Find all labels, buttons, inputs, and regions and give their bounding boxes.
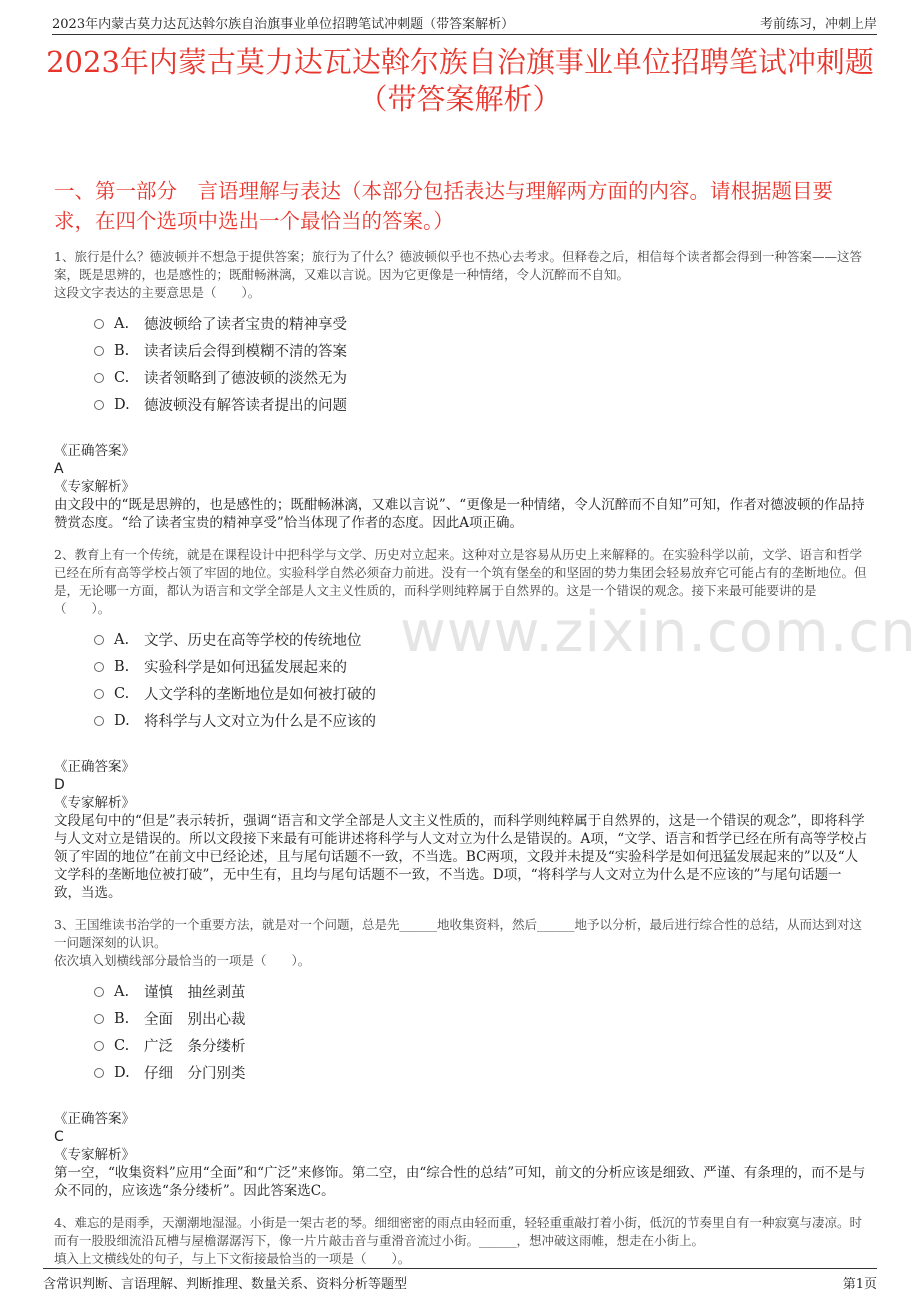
radio-icon[interactable] xyxy=(94,1041,104,1051)
question-stem: 1、旅行是什么？德波顿并不想急于提供答案；旅行为了什么？德波顿似乎也不热心去考求。但释卷之后，相信每个读者都会得到一种答案——这答案，既是思辨的，也是感性的；既酣畅淋漓，又难以言说。因为它更像是一种情绪，令人沉醉而不自知。 xyxy=(54,249,862,282)
radio-icon[interactable] xyxy=(94,1014,104,1024)
option-c[interactable]: C. 人文学科的垄断地位是如何被打破的 xyxy=(94,680,868,707)
radio-icon[interactable] xyxy=(94,319,104,329)
question-3 xyxy=(54,916,868,1200)
explain-label: 《专家解析》 xyxy=(54,1147,135,1163)
section-heading: 一、第一部分 言语理解与表达（本部分包括表达与理解两方面的内容。请根据题目要求，在四个选项中选出一个最恰当的答案。） xyxy=(54,179,833,233)
question-stem: 2、教育上有一个传统，就是在课程设计中把科学与文学、历史对立起来。这种对立是容易从历史上来解释的。在实验科学以前，文学、语言和哲学已经在所有高等学校占领了牢固的地位。实验科学自然必须奋力前进。没有一个筑有堡垒的和坚固的势力集团会轻易放弃它可能占有的垄断地位。但是，无论哪一方面，都认为语言和文学全部是人文主义性质的，而科学则纯粹属于自然界的。这是一个错误的观念。接下来最可能要讲的是（ ）。 xyxy=(54,547,867,616)
radio-icon[interactable] xyxy=(94,635,104,645)
option-a[interactable]: A. 文学、历史在高等学校的传统地位 xyxy=(94,626,868,653)
explain-text: 由文段中的“既是思辨的，也是感性的；既酣畅淋漓，又难以言说”、“更像是一种情绪，令人沉醉而不自知”可知，作者对德波顿的作品持赞赏态度。“给了读者宝贵的精神享受”恰当体现了作者的态度。因此A项正确。 xyxy=(54,497,865,531)
answer-value: C xyxy=(54,1129,64,1145)
question-stem: 3、王国维读书治学的一个重要方法，就是对一个问题，总是先______地收集资料，然后______地予以分析，最后进行综合性的总结，从而达到对这一问题深刻的认识。 xyxy=(54,917,862,950)
radio-icon[interactable] xyxy=(94,1068,104,1078)
answer-label: 《正确答案》 xyxy=(54,1111,135,1127)
question-ask: 填入上文横线处的句子，与上下文衔接最恰当的一项是（ ）。 xyxy=(54,1251,411,1266)
option-list xyxy=(94,626,868,734)
explain-text: 文段尾句中的“但是”表示转折，强调“语言和文学全部是人文主义性质的，而科学则纯粹属于自然界的，这是一个错误的观念”，即将科学与人文对立是错误的。所以文段接下来最有可能讲述将科学与人文对立为什么是错误的。A项，“文学、语言和哲学已经在所有高等学校占领了牢固的地位”在前文中已经论述，且与尾句话题不一致，不当选。BC两项，文段并未提及“实验科学是如何迅猛发展起来的”以及“人文学科的垄断地位被打破”，无中生有，且均与尾句话题不一致，不当选。D项，“将科学与人文对立为什么是不应该的”与尾句话题一致，当选。 xyxy=(54,813,868,901)
footer-note: 含常识判断、言语理解、判断推理、数量关系、资料分析等题型 xyxy=(43,1277,408,1292)
page-header xyxy=(52,10,877,35)
option-a[interactable]: A. 德波顿给了读者宝贵的精神享受 xyxy=(94,310,868,337)
radio-icon[interactable] xyxy=(94,662,104,672)
header-doc-title: 2023年内蒙古莫力达瓦达斡尔族自治旗事业单位招聘笔试冲刺题（带答案解析） xyxy=(52,17,515,32)
watermark: www.zixin.com.cn xyxy=(400,600,917,665)
radio-icon[interactable] xyxy=(94,689,104,699)
explain-text: 第一空，“收集资料”应用“全面”和“广泛”来修饰。第二空，由“综合性的总结”可知，前文的分析应该是细致、严谨、有条理的，而不是与众不同的，应该选“条分缕析”。因此答案选C。 xyxy=(54,1165,866,1199)
answer-value: D xyxy=(54,777,65,793)
radio-icon[interactable] xyxy=(94,373,104,383)
answer-value: A xyxy=(54,461,64,477)
radio-icon[interactable] xyxy=(94,987,104,997)
question-2 xyxy=(54,546,868,902)
option-a[interactable]: A. 谨慎 抽丝剥茧 xyxy=(94,978,868,1005)
option-b[interactable]: B. 全面 别出心裁 xyxy=(94,1005,868,1032)
question-1 xyxy=(54,248,868,532)
option-d[interactable]: D. 仔细 分门别类 xyxy=(94,1059,868,1086)
answer-label: 《正确答案》 xyxy=(54,759,135,775)
page-footer xyxy=(43,1268,877,1295)
question-list xyxy=(54,248,868,1268)
option-b[interactable]: B. 读者读后会得到模糊不清的答案 xyxy=(94,337,868,364)
option-c[interactable]: C. 读者领略到了德波顿的淡然无为 xyxy=(94,364,868,391)
option-b[interactable]: B. 实验科学是如何迅猛发展起来的 xyxy=(94,653,868,680)
option-c[interactable]: C. 广泛 条分缕析 xyxy=(94,1032,868,1059)
radio-icon[interactable] xyxy=(94,400,104,410)
option-d[interactable]: D. 德波顿没有解答读者提出的问题 xyxy=(94,391,868,418)
page-number: 第1页 xyxy=(842,1277,877,1292)
question-ask: 依次填入划横线部分最恰当的一项是（ ）。 xyxy=(54,953,311,968)
radio-icon[interactable] xyxy=(94,346,104,356)
question-4 xyxy=(54,1214,868,1268)
explain-label: 《专家解析》 xyxy=(54,795,135,811)
option-list xyxy=(94,310,868,418)
header-slogan: 考前练习，冲刺上岸 xyxy=(759,17,877,32)
document-title: 2023年内蒙古莫力达瓦达斡尔族自治旗事业单位招聘笔试冲刺题（带答案解析） xyxy=(46,45,874,116)
radio-icon[interactable] xyxy=(94,716,104,726)
question-stem: 4、难忘的是雨季，天潮潮地湿湿。小街是一架古老的琴。细细密密的雨点由轻而重，轻轻重重敲打着小街，低沉的节奏里自有一种寂寞与凄凉。时而有一股股细流沿瓦槽与屋檐潺潺泻下，像一片片敲击音与重滑音流过小街。______，想冲破这雨帷，想走在小街上。 xyxy=(54,1215,862,1248)
answer-label: 《正确答案》 xyxy=(54,443,135,459)
question-ask: 这段文字表达的主要意思是（ ）。 xyxy=(54,285,261,300)
option-d[interactable]: D. 将科学与人文对立为什么是不应该的 xyxy=(94,707,868,734)
option-list xyxy=(94,978,868,1086)
explain-label: 《专家解析》 xyxy=(54,479,135,495)
